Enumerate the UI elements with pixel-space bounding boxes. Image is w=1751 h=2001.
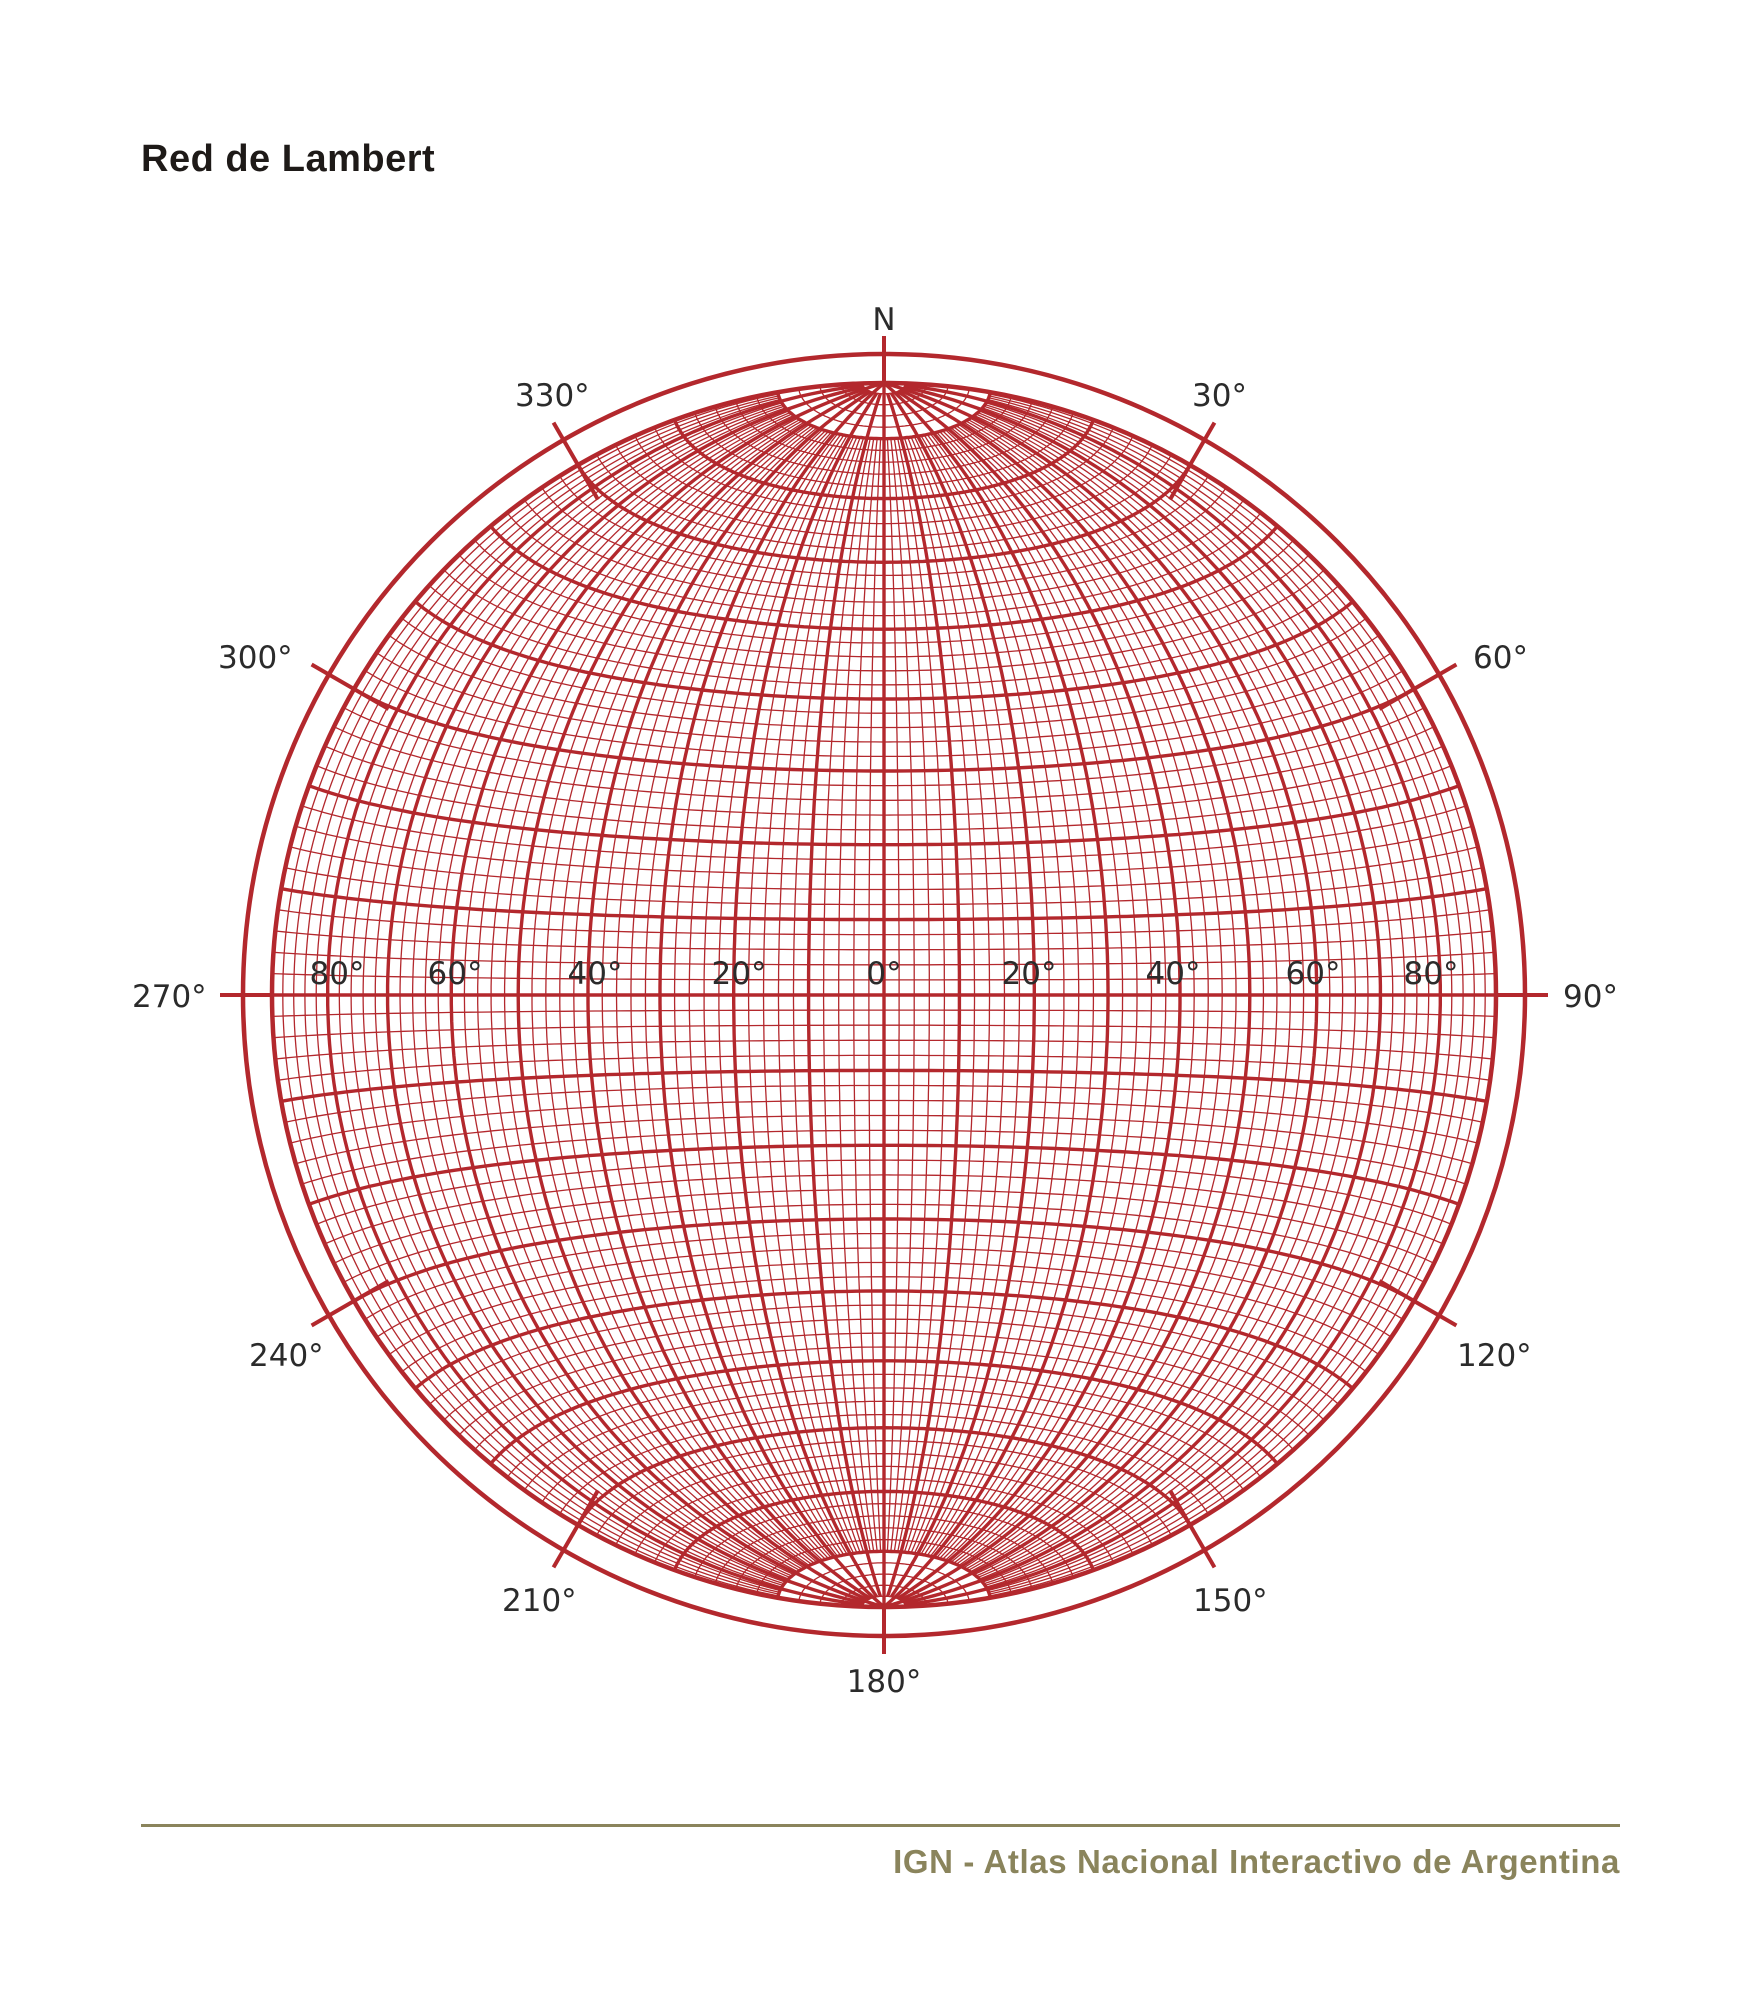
- azimuth-label-270: 270°: [132, 979, 207, 1015]
- dip-label-center-0: 0°: [866, 956, 902, 992]
- dip-label-right-80: 80°: [1403, 956, 1459, 992]
- dip-labels: [310, 956, 1459, 992]
- major-grid: [272, 383, 1496, 1607]
- dip-label-right-60: 60°: [1285, 956, 1341, 992]
- azimuth-label-120: 120°: [1457, 1338, 1532, 1374]
- dip-label-right-40: 40°: [1145, 956, 1201, 992]
- footer-credit: IGN - Atlas Nacional Interactivo de Argentina: [893, 1843, 1620, 1880]
- azimuth-label-30: 30°: [1192, 378, 1247, 414]
- dip-label-left-40: 40°: [567, 956, 623, 992]
- azimuth-label-240: 240°: [249, 1338, 324, 1374]
- dip-label-left-20: 20°: [711, 956, 767, 992]
- footer-rule: [141, 1824, 1620, 1827]
- azimuth-label-330: 330°: [515, 378, 590, 414]
- azimuth-label-300: 300°: [218, 640, 293, 676]
- azimuth-label-60: 60°: [1473, 640, 1528, 676]
- dip-label-left-60: 60°: [427, 956, 483, 992]
- north-label: N: [872, 302, 896, 338]
- azimuth-label-180: 180°: [846, 1664, 922, 1700]
- page-title: Red de Lambert: [141, 138, 436, 180]
- azimuth-label-150: 150°: [1193, 1583, 1268, 1619]
- dip-label-left-80: 80°: [309, 956, 365, 992]
- dip-label-right-20: 20°: [1001, 956, 1057, 992]
- azimuth-label-210: 210°: [502, 1583, 577, 1619]
- azimuth-label-90: 90°: [1563, 979, 1618, 1015]
